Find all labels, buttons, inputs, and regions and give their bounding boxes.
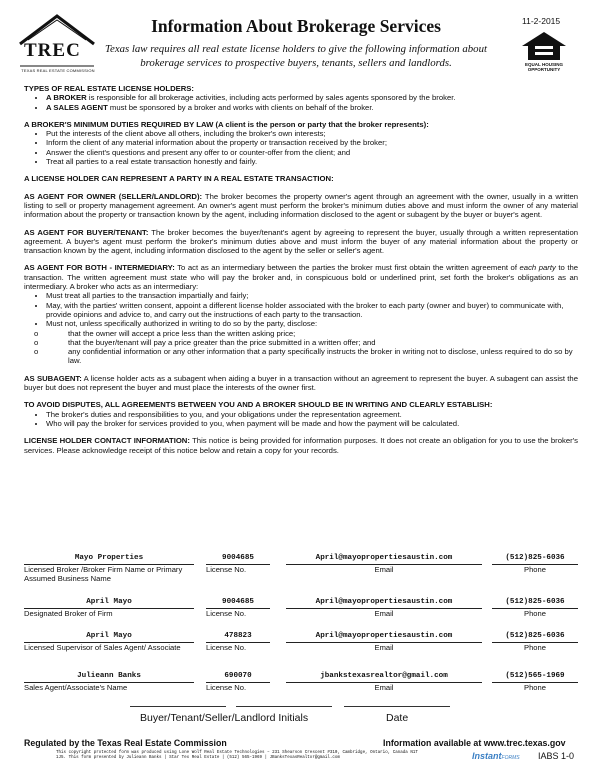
list-item: • Treat all parties to a real estate transaction honestly and fairly. — [46, 157, 578, 166]
phone-label: Phone — [524, 565, 546, 574]
email-field[interactable]: April@mayopropertiesaustin.com — [315, 598, 453, 606]
email-label: Email — [374, 565, 394, 574]
list-item: o that the owner will accept a price less than the written asking price; — [34, 328, 296, 338]
disputes-list — [24, 410, 578, 429]
footer-info-link[interactable]: Information available at www.trec.texas.gov — [383, 738, 566, 748]
date-line[interactable] — [344, 706, 450, 707]
list-item: • Inform the client of any material information about the property or transaction received by the broker; — [46, 138, 578, 147]
email-label: Email — [374, 609, 394, 618]
list-item: • Put the interests of the client above all others, including the broker's own interests; — [46, 129, 578, 138]
buyer-paragraph: AS AGENT FOR BUYER/TENANT: The broker becomes the buyer/tenant's agent by agreeing to represent the buyer, usually through a written representation agreement. A buyer's agent must perform the broker's minimum duties above and must inform the buyer of any material information about the property or transaction known by the agent, including information disclosed to the agent by the seller or seller's agent. — [24, 227, 578, 256]
phone-field[interactable]: (512)825-6036 — [505, 554, 565, 562]
duties-list — [24, 129, 578, 166]
footer-regulated: Regulated by the Texas Real Estate Commission — [24, 738, 227, 748]
instantforms-logo: InstantFORMS — [472, 751, 520, 761]
email-label: Email — [374, 643, 394, 652]
list-item: • A BROKER is responsible for all brokerage activities, including acts performed by sales agents sponsored by the broker. — [46, 93, 578, 102]
types-heading: TYPES OF REAL ESTATE LICENSE HOLDERS: — [24, 84, 194, 93]
list-item: • Answer the client's questions and present any offer to or counter-offer from the client; and — [46, 148, 578, 157]
contact-paragraph: LICENSE HOLDER CONTACT INFORMATION: This notice is being provided for information purposes. It does not create an obligation for you to use the broker's services. Please acknowledge receipt of this notice below and retain a copy for your records. — [24, 436, 578, 455]
table-row — [24, 598, 578, 634]
date-label: Date — [386, 712, 409, 724]
table-row — [24, 632, 578, 668]
intermediary-list — [24, 291, 578, 328]
list-item: • Who will pay the broker for services provided to you, when payment will be made and how the payment will be calculated. — [46, 419, 578, 428]
initials-label: Buyer/Tenant/Seller/Landlord Initials — [140, 712, 309, 724]
email-field[interactable]: April@mayopropertiesaustin.com — [315, 632, 453, 640]
license-label: License No. — [206, 609, 247, 618]
footer-copyright: This copyright protected form was produced using Lone Wolf Real Estate Technologies – 231 Shearson Crescent #310, Cambridge, Ontario, Canada N1T 1J5. This form presented by Julieann Banks | Star Tex Real Estate | (512) 565-1969 | JBanksTexasRealtor@gmail.com — [56, 751, 418, 760]
name-field[interactable]: Mayo Properties — [74, 554, 144, 562]
license-field[interactable]: 690070 — [224, 672, 252, 680]
name-label: Licensed Broker /Broker Firm Name or Primary Assumed Business Name — [24, 565, 183, 583]
form-date: 11-2-2015 — [522, 16, 561, 26]
list-item: • May, with the parties' written consent, appoint a different license holder associated with the broker to each party (owner and buyer) to communicate with, provide opinions and advice to, and carry out the instructions of each party to the transaction. — [46, 301, 578, 320]
table-row — [24, 672, 578, 708]
equal-housing-icon — [518, 30, 570, 80]
phone-label: Phone — [524, 643, 546, 652]
list-item: o any confidential information or any other information that a party specifically instructs the broker in writing not to disclose, unless required to do so by law. — [34, 347, 573, 366]
name-label: Licensed Supervisor of Sales Agent/ Associate — [24, 643, 181, 652]
phone-label: Phone — [524, 609, 546, 618]
intermediary-sublist — [24, 329, 578, 366]
phone-label: Phone — [524, 683, 546, 692]
table-row — [24, 554, 578, 590]
list-item: • A SALES AGENT must be sponsored by a broker and works with clients on behalf of the broker. — [46, 103, 578, 112]
disputes-heading: TO AVOID DISPUTES, ALL AGREEMENTS BETWEEN YOU AND A BROKER SHOULD BE IN WRITING AND CLEARLY ESTABLISH: — [24, 400, 493, 410]
owner-paragraph: AS AGENT FOR OWNER (SELLER/LANDLORD): The broker becomes the property owner's agent through an agreement with the owner, usually in a written listing to sell or property management agreement. An owner's agent must perform the broker's minimum duties above and must inform the owner of any material information about the property or transaction known by the agent, including information disclosed to the agent or subagent by the buyer or buyer's agent. — [24, 191, 578, 220]
trec-logo-subtext: TEXAS REAL ESTATE COMMISSION — [21, 68, 95, 73]
license-field[interactable]: 478823 — [224, 632, 252, 640]
phone-field[interactable]: (512)825-6036 — [505, 598, 565, 606]
initials-line-2[interactable] — [236, 706, 332, 707]
subagent-paragraph: AS SUBAGENT: A license holder acts as a subagent when aiding a buyer in a transaction without an agreement to represent the buyer. A subagent can assist the buyer but does not represent the buyer and must place the interests of the owner first. — [24, 373, 578, 393]
name-label: Designated Broker of Firm — [24, 609, 113, 618]
name-field[interactable]: April Mayo — [86, 598, 132, 606]
email-field[interactable]: April@mayopropertiesaustin.com — [315, 554, 453, 562]
license-label: License No. — [206, 683, 247, 692]
email-field[interactable]: jbankstexasrealtor@gmail.com — [320, 672, 448, 680]
name-field[interactable]: Julieann Banks — [77, 672, 141, 680]
types-list — [24, 93, 578, 112]
license-field[interactable]: 9004685 — [222, 598, 254, 606]
list-item: o that the buyer/tenant will pay a price greater than the price submitted in a written offer; and — [34, 337, 376, 347]
page-subtitle: Texas law requires all real estate license holders to give the following information about brokerage services to prospective buyers, tenants, sellers and landlords. — [105, 43, 487, 69]
initials-line-1[interactable] — [130, 706, 226, 707]
license-label: License No. — [206, 643, 247, 652]
list-item: • Must treat all parties to the transaction impartially and fairly; — [46, 291, 578, 300]
license-field[interactable]: 9004685 — [222, 554, 254, 562]
equal-housing-text: EQUAL HOUSING OPPORTUNITY — [525, 62, 563, 72]
intermediary-paragraph: AS AGENT FOR BOTH - INTERMEDIARY: To act as an intermediary between the parties the broker must first obtain the written agreement of each party to the transaction. The written agreement must state who will pay the broker and, in conspicuous bold or underlined print, set forth the broker's obligations as an intermediary. A broker who acts as an intermediary: — [24, 263, 579, 292]
email-label: Email — [374, 683, 394, 692]
license-label: License No. — [206, 565, 247, 574]
notice-body — [24, 84, 578, 455]
duties-heading: A BROKER'S MINIMUM DUTIES REQUIRED BY LAW (A client is the person or party that the broker represents): — [24, 119, 429, 129]
page-title: Information About Brokerage Services — [151, 16, 441, 36]
name-label: Sales Agent/Associate's Name — [24, 683, 128, 692]
trec-logo-text: TREC — [24, 40, 81, 61]
name-field[interactable]: April Mayo — [86, 632, 132, 640]
list-item: • Must not, unless specifically authorized in writing to do so by the party, disclose: — [46, 319, 578, 328]
form-id: IABS 1-0 — [538, 751, 575, 761]
list-item: • The broker's duties and responsibilities to you, and your obligations under the representation agreement. — [46, 410, 578, 419]
phone-field[interactable]: (512)825-6036 — [505, 632, 565, 640]
phone-field[interactable]: (512)565-1969 — [505, 672, 565, 680]
represent-heading: A LICENSE HOLDER CAN REPRESENT A PARTY IN A REAL ESTATE TRANSACTION: — [24, 174, 334, 184]
